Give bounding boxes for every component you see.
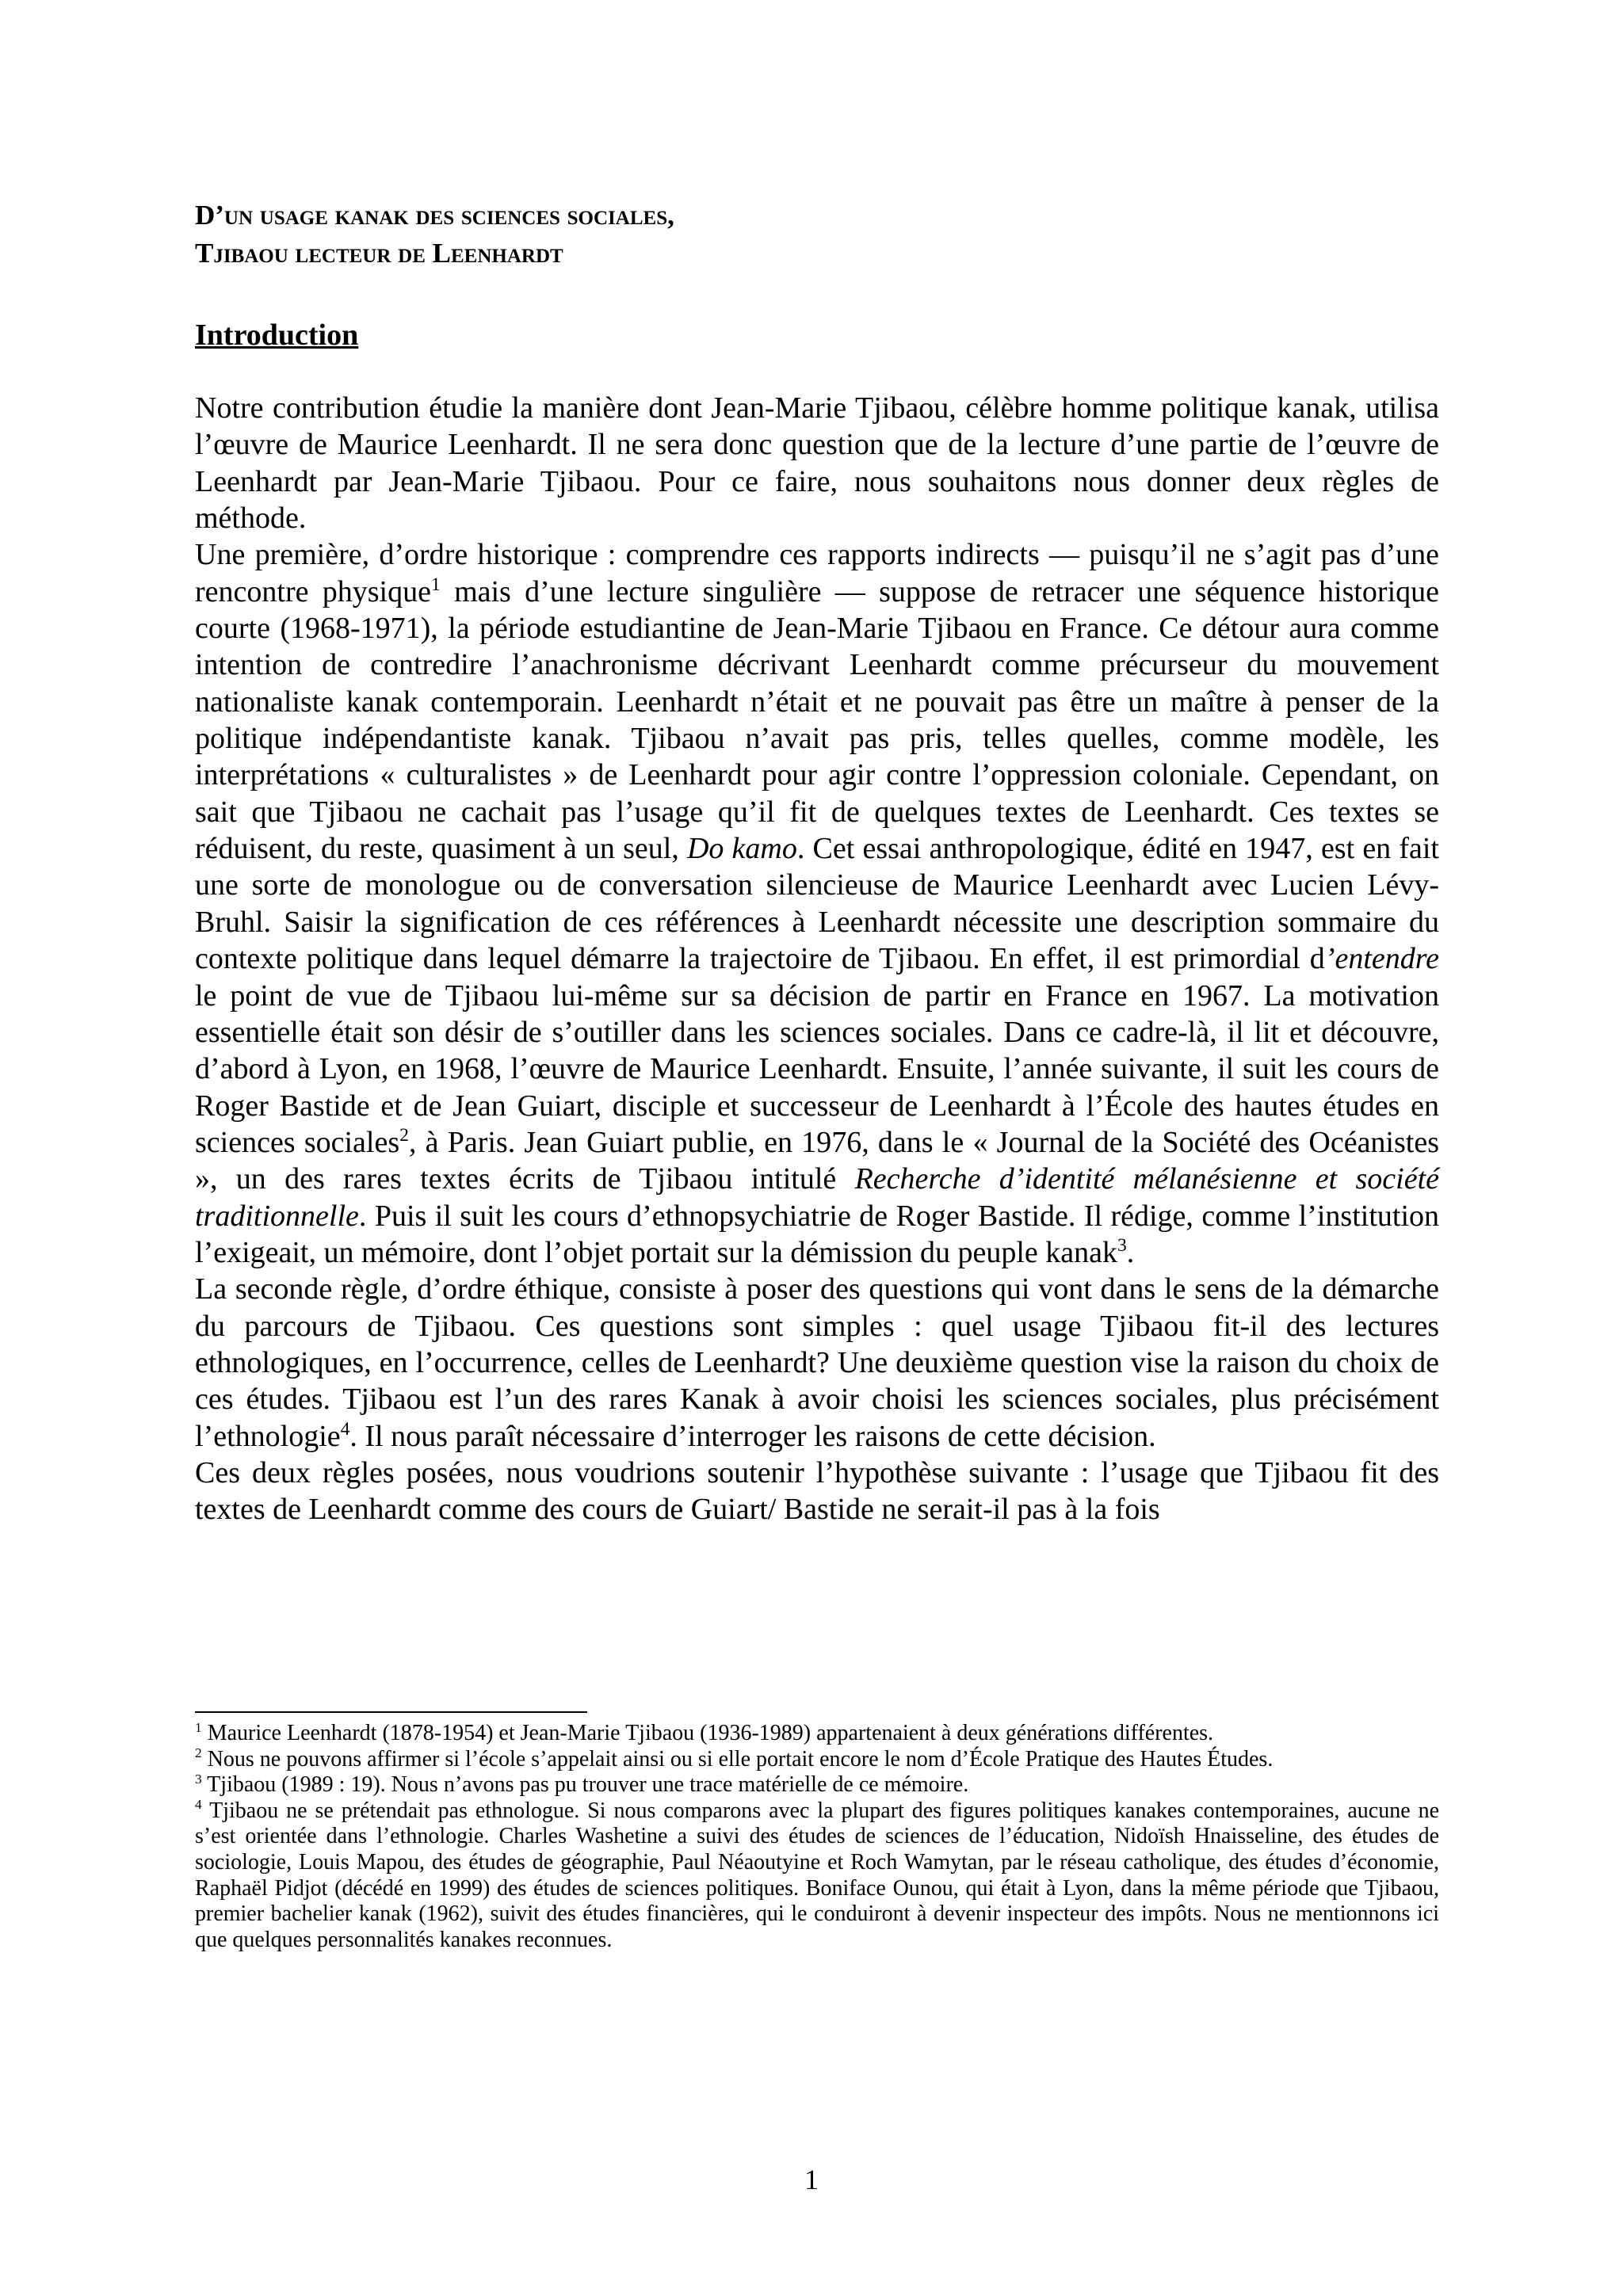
footnote-reference: 2 — [399, 1124, 409, 1146]
body-text-segment: le point de vue de Tjibaou lui-même sur sa décision de partir en France en 1967. La motivation essentielle était son désir de s’outiller dans les sciences sociales. Dans ce cadre-là, il lit et découvre, d’abord à Lyon, en 1968, l’œuvre de Maurice Leenhardt. Ensuite, l’année suivante, il suit les cours de Roger Bastide et de Jean Guiart, disciple et successeur de Leenhardt à l’École des hautes études en sciences sociales — [195, 978, 1439, 1159]
body-text-segment: Une première, d’ordre historique : comprendre ces rapports indirects — puisqu’il ne s’agit pas d’une rencontre physique — [195, 538, 1439, 608]
footnote-number: 3 — [195, 1771, 202, 1787]
footnote — [195, 1747, 1439, 1773]
section-heading: Introduction — [195, 318, 359, 352]
footnote-separator — [195, 1711, 587, 1713]
body-text — [195, 390, 1439, 1528]
body-text-segment: La seconde règle, d’ordre éthique, consiste à poser des questions qui vont dans le sens de la démarche du parcours de Tjibaou. Ces questions sont simples : quel usage Tjibaou fit-il des lectures ethnologiques, en l’occurrence, celles de Leenhardt? Une deuxième question vise la raison du choix de ces études. Tjibaou est l’un des rares Kanak à avoir choisi les sciences sociales, plus précisément l’ethnologie — [195, 1272, 1439, 1453]
italic-text: Do kamo — [686, 832, 797, 866]
footnote — [195, 1721, 1439, 1747]
body-text-segment: Notre contribution étudie la manière dont Jean-Marie Tjibaou, célèbre homme politique kanak, utilisa l’œuvre de Maurice Leenhardt. Il ne sera donc question que de la lecture d’une partie de l’œuvre de Leenhardt par Jean-Marie Tjibaou. Pour ce faire, nous souhaitons nous donner deux règles de méthode. — [195, 391, 1439, 536]
main-content — [195, 196, 1439, 1528]
footnote-text: Maurice Leenhardt (1878-1954) et Jean-Marie Tjibaou (1936-1989) appartenaient à deux générations différentes. — [201, 1721, 1214, 1745]
body-text-segment: , à Paris. Jean Guiart publie, en 1976, dans le « Journal de la Société des Océanistes », un des rares textes écrits de Tjibaou intitulé — [195, 1125, 1439, 1196]
body-paragraph — [195, 390, 1439, 536]
body-text-segment: . — [1126, 1235, 1135, 1269]
document-title — [195, 196, 1439, 273]
page-number: 1 — [804, 2164, 819, 2195]
body-text-segment: . Puis il suit les cours d’ethnopsychiatrie de Roger Bastide. Il rédige, comme l’institution l’exigeait, un mémoire, dont l’objet portait sur la démission du peuple kanak — [195, 1199, 1439, 1269]
title-line-1: D’un usage kanak des sciences sociales, — [195, 200, 674, 231]
footnote — [195, 1772, 1439, 1798]
footnote-reference: 1 — [430, 574, 441, 595]
italic-text: Recherche d’identité mélanésienne et société traditionnelle — [195, 1162, 1440, 1233]
body-paragraph — [195, 536, 1439, 1271]
footnote-reference: 4 — [340, 1418, 350, 1440]
footnote-text: Tjibaou (1989 : 19). Nous n’avons pas pu trouver une trace matérielle de ce mémoire. — [201, 1772, 969, 1798]
body-text-segment: . Cet essai anthropologique, édité en 1947, est en fait une sorte de monologue ou de conversation silencieuse de Maurice Leenhardt avec Lucien Lévy-Bruhl. Saisir la signification de ces références à Leenhardt nécessite une description sommaire du contexte politique dans lequel démarre la trajectoire de Tjibaou. En effet, il est primordial d — [195, 832, 1439, 976]
body-paragraph — [195, 1455, 1439, 1528]
italic-text: ’entendre — [1324, 942, 1439, 976]
body-text-segment: mais d’une lecture singulière — suppose de retracer une séquence historique courte (1968-1971), la période estudiantine de Jean-Marie Tjibaou en France. Ce détour aura comme intention de contredire l’anachronisme décrivant Leenhardt comme précurseur du mouvement nationaliste kanak contemporain. Leenhardt n’était et ne pouvait pas être un maître à penser de la politique indépendantiste kanak. Tjibaou n’avait pas pris, telles quelles, comme modèle, les interprétations « culturalistes » de Leenhardt pour agir contre l’oppression coloniale. Cependant, on sait que Tjibaou ne cachait pas l’usage qu’il fit de quelques textes de Leenhardt. Ces textes se réduisent, du reste, quasiment à un seul, — [195, 574, 1439, 866]
footnotes — [195, 1721, 1439, 1953]
footnote-number: 1 — [195, 1719, 202, 1735]
footnote-text: Nous ne pouvons affirmer si l’école s’appelait ainsi ou si elle portait encore le nom d’École Pratique des Hautes Études. — [201, 1746, 1274, 1772]
footnote-reference: 3 — [1117, 1234, 1127, 1256]
body-text-segment: Ces deux règles posées, nous voudrions soutenir l’hypothèse suivante : l’usage que Tjibaou fit des textes de Leenhardt comme des cours de Guiart/ Bastide ne serait-il pas à la fois — [195, 1455, 1439, 1527]
footnote — [195, 1798, 1439, 1954]
footnote-number: 4 — [195, 1797, 202, 1813]
body-paragraph — [195, 1271, 1439, 1455]
footnote-text: Tjibaou ne se prétendait pas ethnologue. Si nous comparons avec la plupart des figures politiques kanakes contemporaines, aucune ne s’est orientée dans l’ethnologie. Charles Washetine a suivi des études de sciences de l’éducation, Nidoïsh Hnaisseline, des études de sociologie, Louis Mapou, des études de géographie, Paul Néaoutyine et Roch Wamytan, par le réseau catholique, des études d’économie, Raphaël Pidjot (décédé en 1999) des études de sciences politiques. Boniface Ounou, qui était à Lyon, dans la même période que Tjibaou, premier bachelier kanak (1962), suivit des études financières, qui le conduiront à devenir inspecteur des impôts. Nous ne mentionnons ici que quelques personnalités kanakes reconnues. — [195, 1798, 1439, 1952]
body-text-segment: . Il nous paraît nécessaire d’interroger les raisons de cette décision. — [349, 1419, 1156, 1453]
footnote-number: 2 — [195, 1745, 202, 1761]
title-line-2: Tjibaou lecteur de Leenhardt — [195, 238, 563, 269]
